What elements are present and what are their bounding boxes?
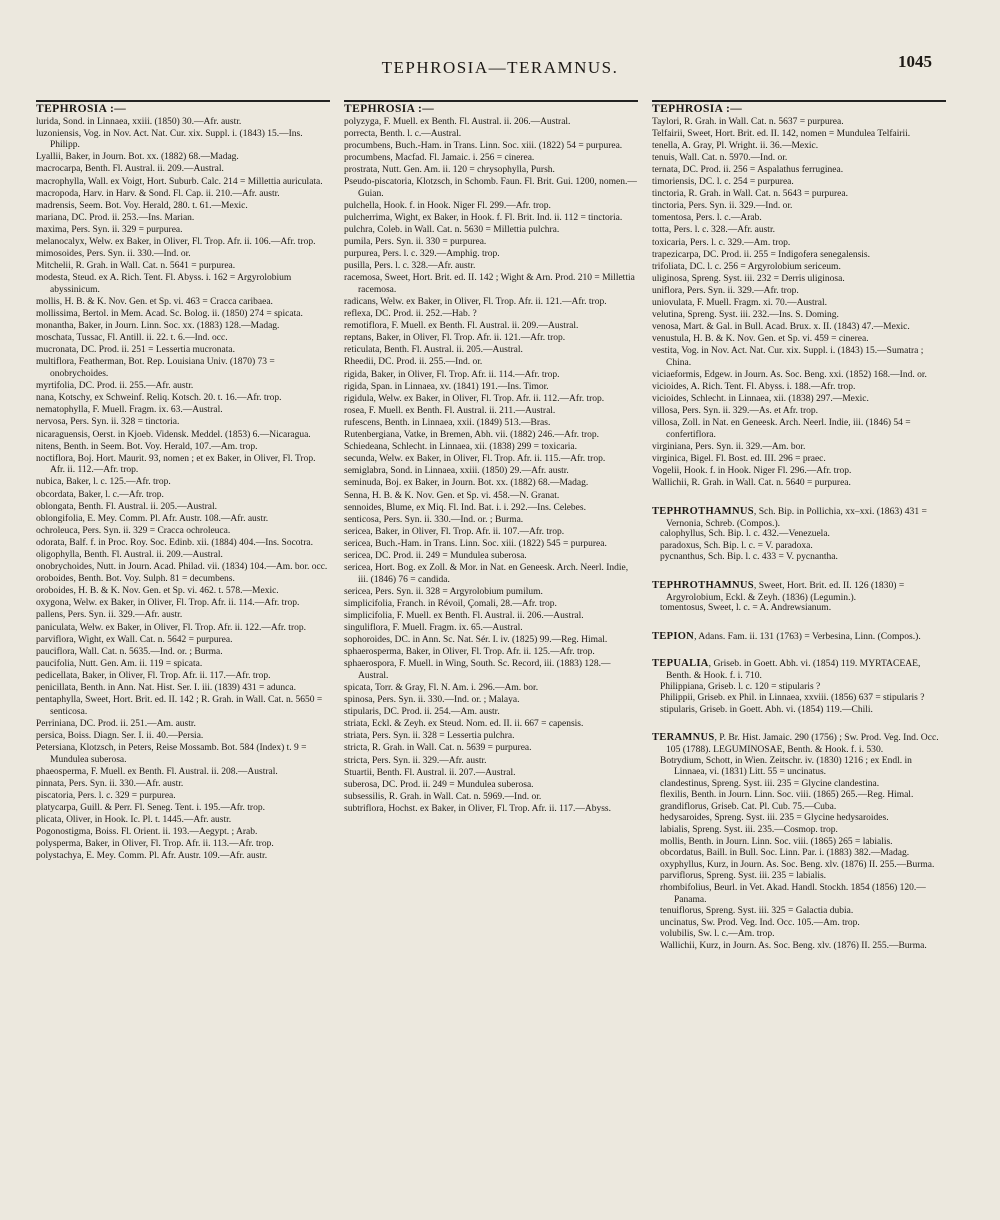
species-entry: suberosa, DC. Prod. ii. 249 = Mundulea suberosa.	[344, 779, 534, 790]
species-entry: macrocarpa, Benth. Fl. Austral. ii. 209.—Austral.	[36, 164, 224, 175]
column-2	[344, 100, 638, 1180]
species-entry: simplicifolia, Franch. in Révoil, Çomali, 28.—Afr. trop.	[344, 598, 557, 609]
genus-entry	[652, 658, 946, 681]
species-entry: procumbens, Macfad. Fl. Jamaic. i. 256 = cinerea.	[344, 152, 535, 163]
column-rule	[36, 100, 330, 102]
species-entry: pulchra, Coleb. in Wall. Cat. n. 5630 = Millettia pulchra.	[344, 224, 560, 235]
species-entry: moschata, Tussac, Fl. Antill. ii. 22. t. 6.—Ind. occ.	[36, 333, 228, 344]
species-entry: pentaphylla, Sweet, Hort. Brit. ed. II. 142 ; R. Grah. in Wall. Cat. n. 5650 = senticosa.	[36, 695, 323, 717]
entry-list	[652, 117, 946, 490]
species-entry: mollis, H. B. & K. Nov. Gen. et Sp. vi. 463 = Cracca caribaea.	[36, 297, 273, 307]
species-entry: pulchella, Hook. f. in Hook. Niger Fl. 299.—Afr. trop.	[344, 200, 551, 211]
species-entry: phaeosperma, F. Muell. ex Benth. Fl. Austral. ii. 208.—Austral.	[36, 766, 278, 777]
species-entry: piscatoria, Pers. l. c. 329 = purpurea.	[36, 790, 176, 801]
species-entry: oxygona, Welw. ex Baker, in Oliver, Fl. Trop. Afr. ii. 114.—Afr. trop.	[36, 598, 300, 609]
species-entry: reticulata, Benth. Fl. Austral. ii. 205.—Austral.	[344, 345, 523, 356]
species-entry: pallens, Pers. Syn. ii. 329.—Afr. austr.	[36, 610, 183, 621]
species-entry: modesta, Steud. ex A. Rich. Tent. Fl. Abyss. i. 162 = Argyrolobium abyssinicum.	[36, 273, 292, 295]
entry-list	[36, 117, 330, 863]
species-entry: remotiflora, F. Muell. ex Benth. Fl. Austral. ii. 209.—Austral.	[344, 321, 579, 332]
entry-list	[344, 117, 638, 816]
species-entry: melanocalyx, Welw. ex Baker, in Oliver, Fl. Trop. Afr. ii. 106.—Afr. trop.	[36, 237, 316, 248]
species-entry: timoriensis, DC. l. c. 254 = purpurea.	[652, 177, 794, 188]
species-entry: senticosa, Pers. Syn. ii. 330.—Ind. or. ; Burma.	[344, 514, 524, 525]
species-entry: pusilla, Pers. l. c. 328.—Afr. austr.	[344, 261, 476, 272]
species-entry: oroboides, Benth. Bot. Voy. Sulph. 81 = decumbens.	[36, 574, 235, 585]
species-entry: Pogonostigma, Boiss. Fl. Orient. ii. 193.—Aegypt. ; Arab.	[36, 827, 258, 838]
species-entry: Stuartii, Benth. Fl. Austral. ii. 207.—Austral.	[344, 767, 516, 778]
species-entry: Senna, H. B. & K. Nov. Gen. et Sp. vi. 458.—N. Granat.	[344, 490, 560, 501]
species-entry: oligophylla, Benth. Fl. Austral. ii. 209.—Austral.	[36, 549, 223, 560]
column-rule	[344, 100, 638, 102]
species-entry: sericea, Pers. Syn. ii. 328 = Argyrolobium pumilum.	[344, 586, 543, 597]
species-entry: labialis, Spreng. Syst. iii. 235.—Cosmop. trop.	[660, 825, 838, 836]
species-entry: macrophylla, Wall. ex Voigt, Hort. Suburb. Calc. 214 = Millettia auriculata.	[36, 176, 323, 187]
column-1	[36, 100, 330, 1180]
species-entry: Philippiana, Griseb. l. c. 120 = stipularis ?	[660, 681, 821, 692]
species-entry: rosea, F. Muell. ex Benth. Fl. Austral. ii. 211.—Austral.	[344, 405, 556, 416]
species-entry: totta, Pers. l. c. 328.—Afr. austr.	[652, 225, 775, 236]
species-entry: grandiflorus, Griseb. Cat. Pl. Cub. 75.—Cuba.	[660, 801, 837, 812]
species-entry: oroboides, H. B. & K. Nov. Gen. et Sp. vi. 462. t. 578.—Mexic.	[36, 586, 279, 597]
species-entry: Philippii, Griseb. ex Phil. in Linnaea, xxviii. (1856) 637 = stipularis ?	[660, 693, 925, 704]
genus-name: TEPION	[652, 630, 695, 642]
species-entry: Vogelii, Hook. f. in Hook. Niger Fl. 296.—Afr. trop.	[652, 466, 852, 477]
column-heading: TEPHROSIA :—	[344, 103, 435, 115]
genus-entry	[652, 631, 946, 643]
genus-name: TEPHROTHAMNUS	[652, 506, 754, 517]
species-entry: nervosa, Pers. Syn. ii. 328 = tinctoria.	[36, 417, 180, 428]
species-entry: lurida, Sond. in Linnaea, xxiii. (1850) 30.—Afr. austr.	[36, 116, 242, 127]
species-entry: tenuis, Wall. Cat. n. 5970.—Ind. or.	[652, 152, 788, 163]
genus-citation: , Griseb. in Goett. Abh. vi. (1854) 119. MYRTACEAE, Benth. & Hook. f. i. 710.	[666, 658, 921, 681]
species-entry: platycarpa, Guill. & Perr. Fl. Seneg. Tent. i. 195.—Afr. trop.	[36, 802, 265, 813]
species-entry: rigida, Span. in Linnaea, xv. (1841) 191.—Ins. Timor.	[344, 381, 549, 392]
species-entry: villosa, Pers. Syn. ii. 329.—As. et Afr. trop.	[652, 406, 818, 417]
species-entry: racemosa, Sweet, Hort. Brit. ed. II. 142 ; Wight & Arn. Prod. 210 = Millettia racemosa.	[344, 273, 635, 295]
species-entry: toxicaria, Pers. l. c. 329.—Am. trop.	[652, 237, 791, 248]
species-entry: uniflora, Pers. Syn. ii. 329.—Afr. trop.	[652, 285, 799, 296]
column-heading: TEPHROSIA :—	[36, 103, 127, 115]
species-entry: Lyallii, Baker, in Journ. Bot. xx. (1882) 68.—Madag.	[36, 152, 239, 163]
species-entry: sophoroides, DC. in Ann. Sc. Nat. Sér. I. iv. (1825) 99.—Reg. Himal.	[344, 635, 608, 646]
genus-entry	[652, 732, 946, 755]
species-entry: sericea, Baker, in Oliver, Fl. Trop. Afr. ii. 107.—Afr. trop.	[344, 526, 565, 537]
species-entry: Schiedeana, Schlecht. in Linnaea, xii. (1838) 299 = toxicaria.	[344, 442, 578, 453]
species-entry: parviflora, Wight, ex Wall. Cat. n. 5642 = purpurea.	[36, 634, 233, 645]
species-entry: singuliflora, F. Muell. Fragm. ix. 65.—Austral.	[344, 623, 523, 634]
species-entry: striata, Pers. Syn. ii. 328 = Lessertia pulchra.	[344, 731, 515, 742]
species-entry: paradoxus, Sch. Bip. l. c. = V. paradoxa.	[660, 540, 813, 551]
species-entry: tomentosus, Sweet, l. c. = A. Andrewsianum.	[660, 603, 832, 614]
species-entry: mimosoides, Pers. Syn. ii. 330.—Ind. or.	[36, 249, 191, 260]
species-entry: myrtifolia, DC. Prod. ii. 255.—Afr. austr.	[36, 381, 194, 392]
species-entry: pulcherrima, Wight, ex Baker, in Hook. f. Fl. Brit. Ind. ii. 112 = tinctoria.	[344, 212, 623, 223]
species-entry: persica, Boiss. Diagn. Ser. I. ii. 40.—Persia.	[36, 730, 204, 741]
genus-entry	[652, 506, 946, 529]
species-entry: Pseudo-piscatoria, Klotzsch, in Schomb. Faun. Fl. Brit. Gui. 1200, nomen.—Guian.	[344, 177, 637, 199]
species-entry: polyzyga, F. Muell. ex Benth. Fl. Austral. ii. 206.—Austral.	[344, 116, 571, 127]
species-entry: stipularis, DC. Prod. ii. 254.—Am. austr.	[344, 707, 500, 718]
species-entry: rigida, Baker, in Oliver, Fl. Trop. Afr. ii. 114.—Afr. trop.	[344, 369, 560, 380]
species-entry: multiflora, Featherman, Bot. Rep. Louisiana Univ. (1870) 73 = onobrychoides.	[36, 357, 275, 380]
species-entry: reptans, Baker, in Oliver, Fl. Trop. Afr. ii. 121.—Afr. trop.	[344, 333, 566, 344]
species-entry: sphaerospora, F. Muell. in Wing, South. Sc. Record, iii. (1883) 128.—Austral.	[344, 659, 611, 681]
species-entry: stricta, R. Grah. in Wall. Cat. n. 5639 = purpurea.	[344, 743, 532, 754]
species-entry: hedysaroides, Spreng. Syst. iii. 235 = Glycine hedysaroides.	[660, 813, 889, 824]
species-entry: Wallichii, R. Grah. in Wall. Cat. n. 5640 = purpurea.	[652, 478, 851, 489]
species-entry: purpurea, Pers. l. c. 329.—Amphig. trop.	[344, 249, 500, 260]
species-entry: trapezicarpa, DC. Prod. ii. 255 = Indigofera senegalensis.	[652, 249, 870, 260]
running-head: TEPHROSIA—TERAMNUS.	[381, 58, 619, 77]
species-entry: procumbens, Buch.-Ham. in Trans. Linn. Soc. xiii. (1822) 54 = purpurea.	[344, 140, 623, 151]
species-entry: luzoniensis, Vog. in Nov. Act. Nat. Cur. xix. Suppl. i. (1843) 15.—Ins. Philipp.	[36, 128, 303, 151]
species-entry: obcordata, Baker, l. c.—Afr. trop.	[36, 489, 164, 500]
species-entry: pumila, Pers. Syn. ii. 330 = purpurea.	[344, 237, 487, 248]
species-entry: madrensis, Seem. Bot. Voy. Herald, 280. t. 61.—Mexic.	[36, 200, 248, 211]
column-heading: TEPHROSIA :—	[652, 103, 743, 115]
species-entry: rufescens, Benth. in Linnaea, xxii. (1849) 513.—Bras.	[344, 417, 551, 428]
genus-citation: , Sweet, Hort. Brit. ed. II. 126 (1830) = Argyrolobium, Eckl. & Zeyh. (1836) (Legumin.).	[666, 579, 905, 603]
species-entry: nicaraguensis, Oerst. in Kjoeb. Vidensk. Meddel. (1853) 6.—Nicaragua.	[36, 429, 311, 440]
species-entry: subtriflora, Hochst. ex Baker, in Oliver, Fl. Trop. Afr. ii. 117.—Abyss.	[344, 803, 611, 814]
species-entry: tomentosa, Pers. l. c.—Arab.	[652, 213, 762, 224]
genus-citation: , Adans. Fam. ii. 131 (1763) = Verbesina, Linn. (Compos.).	[694, 630, 921, 642]
species-entry: Taylori, R. Grah. in Wall. Cat. n. 5637 = purpurea.	[652, 116, 844, 127]
species-entry: simplicifolia, F. Muell. ex Benth. Fl. Austral. ii. 206.—Austral.	[344, 610, 584, 621]
species-entry: vicioides, A. Rich. Tent. Fl. Abyss. i. 188.—Afr. trop.	[652, 382, 856, 393]
species-entry: spinosa, Pers. Syn. ii. 330.—Ind. or. ; Malaya.	[344, 695, 520, 706]
species-entry: spicata, Torr. & Gray, Fl. N. Am. i. 296.—Am. bor.	[344, 683, 539, 693]
species-entry: trifoliata, DC. l. c. 256 = Argyrolobium sericeum.	[652, 261, 841, 272]
species-entry: venustula, H. B. & K. Nov. Gen. et Sp. vi. 459 = cinerea.	[652, 334, 869, 345]
species-entry: striata, Eckl. & Zeyh. ex Steud. Nom. ed. II. ii. 667 = capensis.	[344, 719, 584, 730]
species-entry: reflexa, DC. Prod. ii. 252.—Hab. ?	[344, 309, 477, 320]
species-entry: tenella, A. Gray, Pl. Wright. ii. 36.—Mexic.	[652, 140, 819, 151]
species-entry: nubica, Baker, l. c. 125.—Afr. trop.	[36, 477, 171, 488]
species-entry: vicioides, Schlecht. in Linnaea, xii. (1838) 297.—Mexic.	[652, 394, 869, 405]
species-entry: rhombifolius, Beurl. in Vet. Akad. Handl. Stockh. 1854 (1856) 120.—Panama.	[660, 883, 926, 905]
species-entry: semiglabra, Sond. in Linnaea, xxiii. (1850) 29.—Afr. austr.	[344, 466, 569, 477]
species-entry: odorata, Balf. f. in Proc. Roy. Soc. Edinb. xii. (1884) 404.—Ins. Socotra.	[36, 537, 313, 548]
species-entry: Botrydium, Schott, in Wien. Zeitschr. iv. (1830) 1216 ; ex Endl. in Linnaea, vi. (1831) Litt. 55 = uncinatus.	[660, 755, 912, 778]
species-entry: villosa, Zoll. in Nat. en Geneesk. Arch. Neerl. Indie, iii. (1846) 54 = confertiflora.	[652, 418, 911, 441]
genus-citation: , P. Br. Hist. Jamaic. 290 (1756) ; Sw. Prod. Veg. Ind. Occ. 105 (1788). LEGUMINOSAE, Benth. & Hook. f. i. 530.	[666, 732, 939, 755]
species-entry: pauciflora, Wall. Cat. n. 5635.—Ind. or. ; Burma.	[36, 646, 223, 657]
genus-list	[652, 506, 946, 953]
species-entry: vestita, Vog. in Nov. Act. Nat. Cur. xix. Suppl. i. (1843) 15.—Sumatra ; China.	[652, 346, 924, 368]
species-entry: tenuiflorus, Spreng. Syst. iii. 325 = Galactia dubia.	[660, 906, 854, 917]
species-entry: tinctoria, R. Grah. in Wall. Cat. n. 5643 = purpurea.	[652, 189, 848, 200]
species-entry: sphaerosperma, Baker, in Oliver, Fl. Trop. Afr. ii. 125.—Afr. trop.	[344, 647, 595, 658]
species-entry: sericea, Hort. Bog. ex Zoll. & Mor. in Nat. en Geneesk. Arch. Neerl. Indie, iii. (1846) 76 = candida.	[344, 563, 629, 585]
species-entry: Rutenbergiana, Vatke, in Bremen, Abh. vii. (1882) 246.—Afr. trop.	[344, 430, 600, 441]
column-3	[652, 100, 946, 1180]
species-entry: pinnata, Pers. Syn. ii. 330.—Afr. austr.	[36, 778, 184, 789]
species-entry: Perriniana, DC. Prod. ii. 251.—Am. austr.	[36, 718, 196, 729]
species-entry: Wallichii, Kurz, in Journ. As. Soc. Beng. xlv. (1876) II. 255.—Burma.	[660, 941, 927, 951]
species-entry: sennoides, Blume, ex Miq. Fl. Ind. Bat. i. i. 292.—Ins. Celebes.	[344, 502, 586, 513]
species-entry: Mitchelii, R. Grah. in Wall. Cat. n. 5641 = purpurea.	[36, 261, 236, 272]
species-entry: volubilis, Sw. l. c.—Am. trop.	[660, 929, 775, 940]
species-entry: nitens, Benth. in Seem. Bot. Voy. Herald, 107.—Am. trop.	[36, 441, 258, 452]
species-entry: sericea, DC. Prod. ii. 249 = Mundulea suberosa.	[344, 550, 527, 561]
species-entry: sericea, Buch.-Ham. in Trans. Linn. Soc. xiii. (1822) 545 = purpurea.	[344, 538, 607, 549]
species-entry: oxyphyllus, Kurz, in Journ. As. Soc. Beng. xlv. (1876) II. 255.—Burma.	[660, 859, 935, 870]
species-entry: Rheedii, DC. Prod. ii. 255.—Ind. or.	[344, 357, 483, 368]
species-entry: tinctoria, Pers. Syn. ii. 329.—Ind. or.	[652, 201, 793, 212]
species-entry: parviflorus, Spreng. Syst. iii. 235 = labialis.	[660, 871, 827, 882]
species-entry: velutina, Spreng. Syst. iii. 232.—Ins. S. Doming.	[652, 310, 839, 321]
species-entry: uniovulata, F. Muell. Fragm. xi. 70.—Austral.	[652, 298, 827, 308]
species-entry: obcordatus, Baill. in Bull. Soc. Linn. Par. i. (1883) 382.—Madag.	[660, 848, 910, 859]
species-entry: prostrata, Nutt. Gen. Am. ii. 120 = chrysophylla, Pursh.	[344, 164, 555, 175]
species-entry: viciaeformis, Edgew. in Journ. As. Soc. Beng. xxi. (1852) 168.—Ind. or.	[652, 370, 927, 381]
species-entry: mariana, DC. Prod. ii. 253.—Ins. Marian.	[36, 212, 195, 223]
species-entry: Telfairii, Sweet, Hort. Brit. ed. II. 142, nomen = Mundulea Telfairii.	[652, 128, 911, 139]
genus-name: TEPUALIA	[652, 658, 709, 670]
species-entry: macropoda, Harv. in Harv. & Sond. Fl. Cap. ii. 210.—Afr. austr.	[36, 188, 280, 199]
species-entry: paniculata, Welw. ex Baker, in Oliver, Fl. Trop. Afr. ii. 122.—Afr. trop.	[36, 622, 306, 633]
species-entry: oblongifolia, E. Mey. Comm. Pl. Afr. Austr. 108.—Afr. austr.	[36, 513, 269, 524]
species-entry: subsessilis, R. Grah. in Wall. Cat. n. 5969.—Ind. or.	[344, 791, 542, 802]
species-entry: mollissima, Bertol. in Mem. Acad. Sc. Bolog. ii. (1850) 274 = spicata.	[36, 309, 303, 320]
species-entry: uliginosa, Spreng. Syst. iii. 232 = Derris uliginosa.	[652, 273, 845, 284]
species-entry: stricta, Pers. Syn. ii. 329.—Afr. austr.	[344, 755, 487, 766]
genus-entry	[652, 580, 946, 603]
species-entry: seminuda, Boj. ex Baker, in Journ. Bot. xx. (1882) 68.—Madag.	[344, 478, 589, 489]
species-entry: paucifolia, Nutt. Gen. Am. ii. 119 = spicata.	[36, 658, 203, 669]
species-entry: ternata, DC. Prod. ii. 256 = Aspalathus ferruginea.	[652, 164, 844, 175]
species-entry: pedicellata, Baker, in Oliver, Fl. Trop. Afr. ii. 117.—Afr. trop.	[36, 670, 271, 681]
species-entry: maxima, Pers. Syn. ii. 329 = purpurea.	[36, 224, 183, 235]
species-entry: monantha, Baker, in Journ. Linn. Soc. xx. (1883) 128.—Madag.	[36, 321, 280, 332]
species-entry: oblongata, Benth. Fl. Austral. ii. 205.—Austral.	[36, 501, 218, 512]
species-entry: virginica, Bigel. Fl. Bost. ed. III. 296 = praec.	[652, 454, 826, 465]
page-number: 1045	[898, 52, 932, 71]
species-entry: nematophylla, F. Muell. Fragm. ix. 63.—Austral.	[36, 405, 223, 416]
species-entry: onobrychoides, Nutt. in Journ. Acad. Philad. vii. (1834) 104.—Am. bor. occ.	[36, 562, 328, 573]
species-entry: venosa, Mart. & Gal. in Bull. Acad. Brux. x. II. (1843) 47.—Mexic.	[652, 322, 910, 333]
species-entry: polystachya, E. Mey. Comm. Pl. Afr. Austr. 109.—Afr. austr.	[36, 851, 268, 862]
species-entry: pycnanthus, Sch. Bip. l. c. 433 = V. pycnantha.	[660, 552, 838, 563]
text-columns	[36, 100, 946, 1180]
species-entry: porrecta, Benth. l. c.—Austral.	[344, 128, 462, 139]
species-entry: plicata, Oliver, in Hook. Ic. Pl. t. 1445.—Afr. austr.	[36, 815, 232, 826]
species-entry: rigidula, Welw. ex Baker, in Oliver, Fl. Trop. Afr. ii. 112.—Afr. trop.	[344, 393, 605, 404]
species-entry: penicillata, Benth. in Ann. Nat. Hist. Ser. I. iii. (1839) 431 = adunca.	[36, 683, 296, 693]
species-entry: calophyllus, Sch. Bip. l. c. 432.—Venezuela.	[660, 529, 830, 540]
species-entry: flexilis, Benth. in Journ. Linn. Soc. viii. (1865) 265.—Reg. Himal.	[660, 790, 914, 801]
species-entry: noctiflora, Boj. Hort. Maurit. 93, nomen ; et ex Baker, in Oliver, Fl. Trop. Afr. ii. 112.—Afr. trop.	[36, 453, 316, 476]
species-entry: ochroleuca, Pers. Syn. ii. 329 = Cracca ochroleuca.	[36, 525, 231, 536]
column-rule	[652, 100, 946, 102]
species-entry: Petersiana, Klotzsch, in Peters, Reise Mossamb. Bot. 584 (Index) t. 9 = Mundulea suberosa.	[36, 742, 307, 765]
species-entry: secunda, Welw. ex Baker, in Oliver, Fl. Trop. Afr. ii. 115.—Afr. trop.	[344, 454, 606, 465]
species-entry: clandestinus, Spreng. Syst. iii. 235 = Glycine clandestina.	[660, 778, 880, 789]
species-entry: uncinatus, Sw. Prod. Veg. Ind. Occ. 105.—Am. trop.	[660, 917, 860, 928]
species-entry: mollis, Benth. in Journ. Linn. Soc. viii. (1865) 265 = labialis.	[660, 836, 893, 847]
species-entry: radicans, Welw. ex Baker, in Oliver, Fl. Trop. Afr. ii. 121.—Afr. trop.	[344, 297, 607, 307]
species-entry: virginiana, Pers. Syn. ii. 329.—Am. bor.	[652, 442, 806, 453]
genus-name: TERAMNUS	[652, 732, 715, 744]
species-entry: polysperma, Baker, in Oliver, Fl. Trop. Afr. ii. 113.—Afr. trop.	[36, 839, 274, 850]
species-entry: mucronata, DC. Prod. ii. 251 = Lessertia mucronata.	[36, 345, 236, 356]
species-entry: nana, Kotschy, ex Schweinf. Reliq. Kotsch. 20. t. 16.—Afr. trop.	[36, 393, 282, 404]
genus-name: TEPHROTHAMNUS	[652, 579, 754, 591]
genus-citation: , Sch. Bip. in Pollichia, xx–xxi. (1863) 431 = Vernonia, Schreb. (Compos.).	[666, 506, 927, 529]
species-entry: stipularis, Griseb. in Goett. Abh. vi. (1854) 119.—Chili.	[660, 704, 873, 715]
